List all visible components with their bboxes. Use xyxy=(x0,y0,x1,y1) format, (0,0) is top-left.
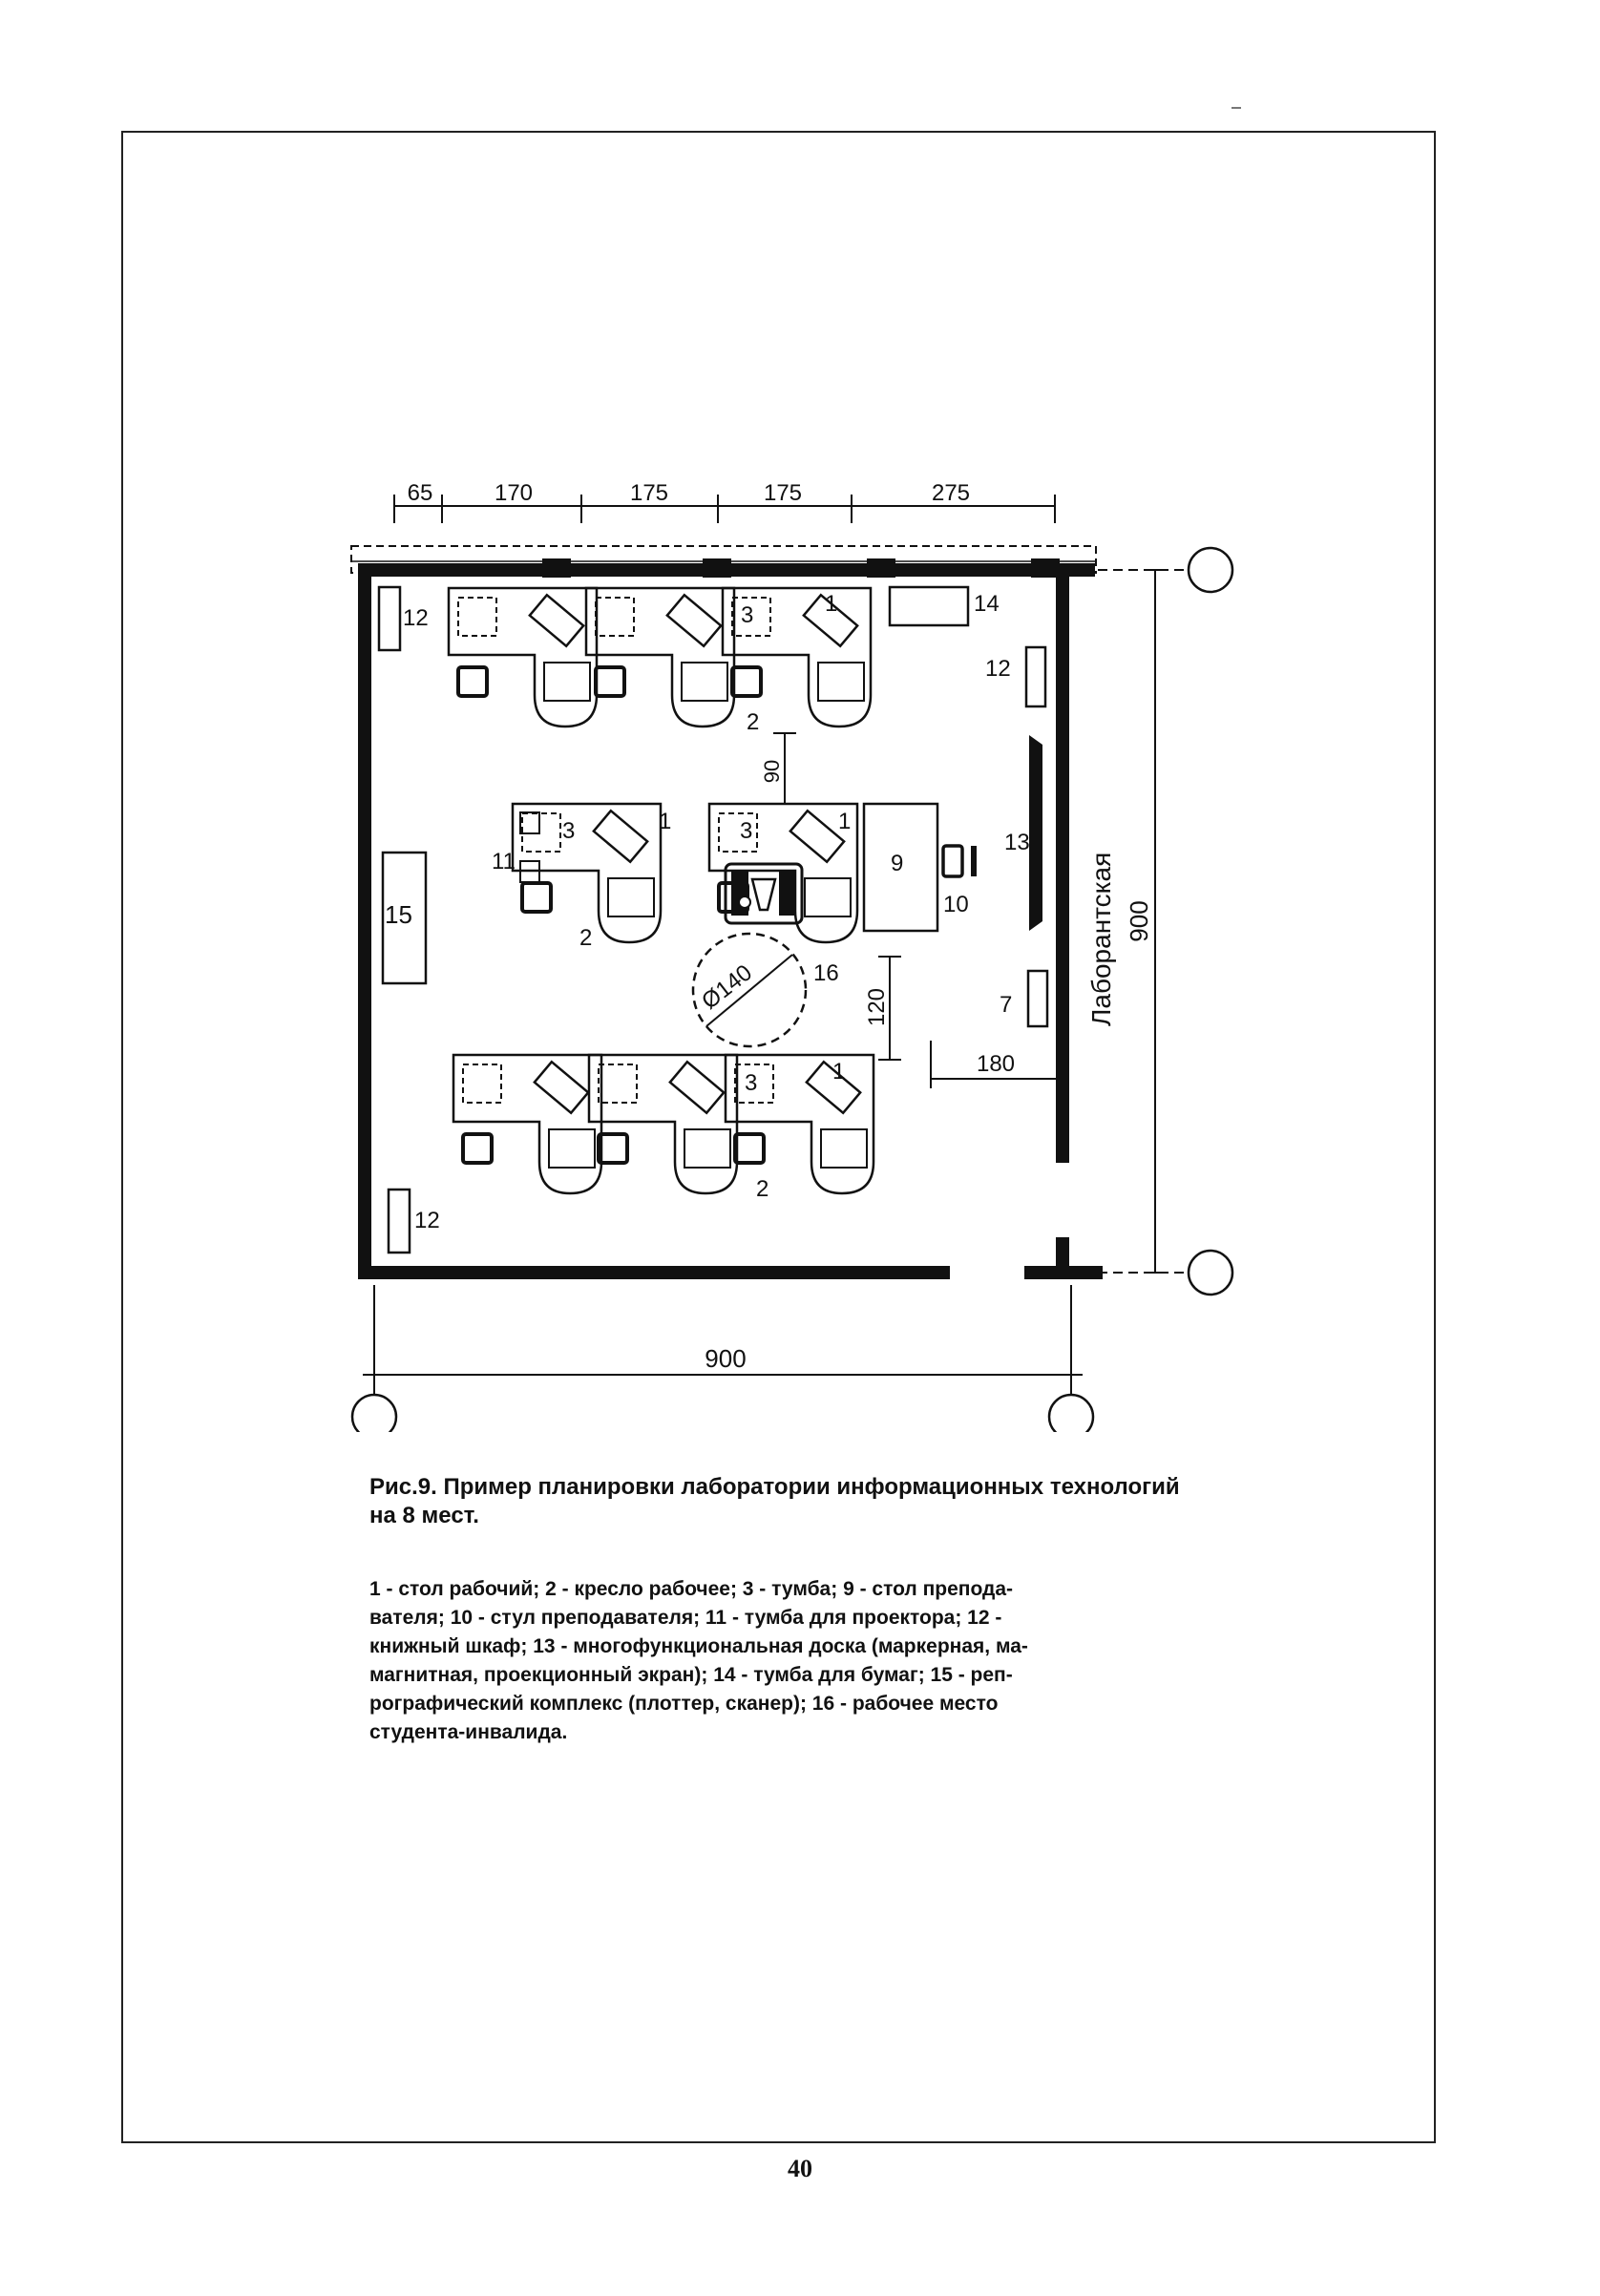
seven-label: 7 xyxy=(1000,992,1013,1018)
dim-height-label: 900 xyxy=(1125,900,1153,942)
workstation-row-top xyxy=(449,588,871,727)
bookcase-label: 12 xyxy=(985,656,1011,682)
teacher-chair xyxy=(943,846,962,876)
pedestal-label: 3 xyxy=(741,602,754,628)
workstation-row-bottom xyxy=(453,1055,874,1193)
bookcase xyxy=(379,587,400,650)
workstation xyxy=(589,1055,737,1193)
top-dim-label: 175 xyxy=(763,480,803,506)
dim-180-label: 180 xyxy=(976,1051,1016,1077)
paper-stand-label: 14 xyxy=(974,591,1000,617)
paper-stand xyxy=(890,587,968,625)
multifunction-board xyxy=(1029,735,1042,931)
turning-circle-label: Ø140 xyxy=(697,959,757,1015)
dim-120-label: 120 xyxy=(864,987,890,1027)
teacher-desk-label: 9 xyxy=(891,851,904,876)
figure-legend: 1 - стол рабочий; 2 - кресло рабочее; 3 - тумба; 9 - стол препода- вателя; 10 - стул преподавателя; 11 - тумба для проектора; 12 - книжный шкаф; 13 - многофункциональная доска (маркерная, ма- магнитная, проекционный экран); 14 - тумба для бумаг; 15 - реп- рографический комплекс (плоттер, сканер); 16 - рабочее место студента-инвалида. xyxy=(369,1578,1028,1743)
bookcase xyxy=(1026,647,1045,706)
bookcase xyxy=(389,1190,410,1253)
desk-label: 1 xyxy=(838,809,852,834)
grid-axis-marker xyxy=(352,1395,396,1432)
desk-label: 1 xyxy=(825,591,838,617)
workstation xyxy=(586,588,734,727)
figure-caption: Рис.9. Пример планировки лаборатории информационных технологий на 8 мест. xyxy=(369,1474,1180,1528)
workstation xyxy=(513,804,661,942)
workstation xyxy=(449,588,597,727)
top-dim-label: 170 xyxy=(494,480,534,506)
dim-width-label: 900 xyxy=(705,1344,747,1373)
top-dim-label: 65 xyxy=(407,480,433,506)
bookcase-label: 12 xyxy=(403,605,429,631)
pedestal-label: 3 xyxy=(562,818,576,844)
desk-label: 1 xyxy=(832,1059,846,1085)
projector-stand-label: 11 xyxy=(492,849,516,874)
page-number: 40 xyxy=(788,2155,812,2182)
repro-complex-label: 15 xyxy=(385,900,412,929)
pedestal-label: 3 xyxy=(745,1070,758,1096)
grid-axis-marker xyxy=(1189,1251,1232,1295)
wheelchair-icon xyxy=(726,864,802,923)
chair-label: 2 xyxy=(747,709,760,735)
top-dimension-chain xyxy=(394,480,1055,523)
grid-axis-marker xyxy=(1189,548,1232,592)
top-dim-label: 275 xyxy=(931,480,971,506)
chair-label: 2 xyxy=(756,1176,769,1202)
grid-axis-marker xyxy=(1049,1395,1093,1432)
room-label: Лаборантская xyxy=(1086,852,1116,1026)
pedestal-label: 3 xyxy=(740,818,753,844)
bookcase-label: 12 xyxy=(414,1208,440,1233)
top-dim-label: 175 xyxy=(629,480,669,506)
desk-label: 1 xyxy=(659,809,672,834)
board-label: 13 xyxy=(1004,830,1030,855)
disabled-place-label: 16 xyxy=(813,960,839,986)
workstation xyxy=(453,1055,601,1193)
dim-90-label: 90 xyxy=(760,759,784,784)
teacher-chair-label: 10 xyxy=(943,892,969,917)
storage-unit xyxy=(1028,971,1047,1026)
chair-label: 2 xyxy=(579,925,593,951)
